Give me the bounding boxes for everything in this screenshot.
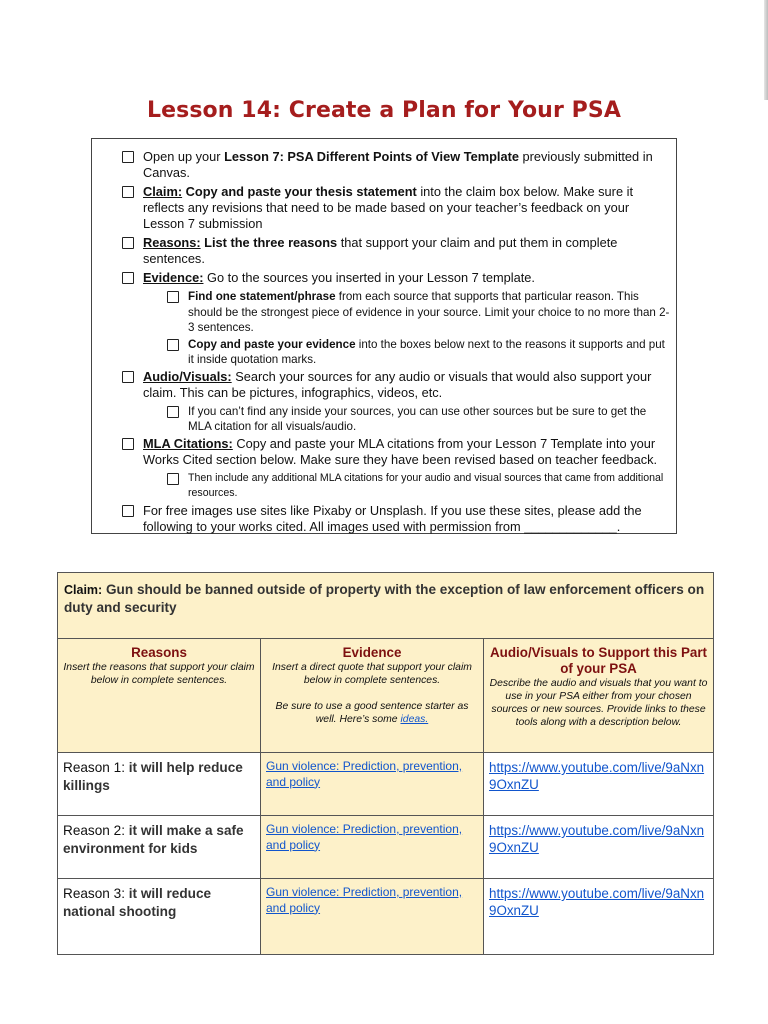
item-text: Audio/Visuals: Search your sources for any audio or visuals that would also support your claim. This can be pictures, infographics, videos, etc. [143,368,652,400]
table-row [58,879,714,955]
header-title: Audio/Visuals to Support this Part of your PSA [490,645,708,676]
evidence-cell[interactable] [261,879,484,955]
checklist-item-audio-visuals [122,369,670,401]
header-description: Describe the audio and visuals that you want to use in your PSA either from your chosen sources or new sources. Provide links to these tools along with a description below. [489,678,708,728]
evidence-link[interactable]: Gun violence: Prediction, prevention, and policy [266,885,463,915]
reason-cell[interactable]: Reason 2: it will make a safe environment for kids [58,816,261,879]
reason-cell[interactable]: Reason 1: it will help reduce killings [58,753,261,816]
checklist-subitem-additional-mla [167,471,670,502]
checkbox[interactable] [167,339,179,351]
evidence-link[interactable]: Gun violence: Prediction, prevention, and policy [266,759,463,789]
checklist-item-free-images [122,503,670,535]
item-text: Claim: Copy and paste your thesis statement into the claim box below. Make sure it reflects any revisions that need to be made based on your teacher’s feedback on your Lesson 7 submission [143,184,634,231]
av-cell[interactable] [484,816,714,879]
checkbox[interactable] [167,473,179,485]
item-text: MLA Citations: Copy and paste your MLA citations from your Lesson 7 Template into your Works Cited section below. Make sure they have been revised based on teacher feedback. [143,435,658,467]
evidence-cell[interactable] [261,753,484,816]
av-link[interactable]: https://www.youtube.com/live/9aNxn9OxnZU [489,886,705,918]
claim-text: Gun should be banned outside of property with the exception of law enforcement officers on duty and security [64,582,705,615]
claim-label: Claim: [64,583,103,597]
av-cell[interactable] [484,879,714,955]
evidence-cell[interactable] [261,816,484,879]
page-edge-shadow [764,0,768,100]
item-text: Open up your Lesson 7: PSA Different Points of View Template previously submitted in Canvas. [143,149,653,180]
checklist-item-claim [122,184,670,232]
item-text: Reasons: List the three reasons that support your claim and put them in complete sentences. [143,235,618,266]
table-row [58,816,714,879]
checkbox[interactable] [122,505,134,517]
checkbox[interactable] [122,371,134,383]
header-evidence [261,639,484,753]
checklist-subitem-copy-evidence [167,337,670,368]
item-text: Then include any additional MLA citations for your audio and visual sources that came from additional resources. [188,471,664,499]
item-text: Copy and paste your evidence into the boxes below next to the reasons it supports and put it inside quotation marks. [188,337,665,366]
instructions-checklist [91,138,677,534]
psa-plan-table [57,572,714,955]
header-title: Reasons [131,645,187,660]
checkbox[interactable] [167,406,179,418]
header-reasons [58,639,261,753]
av-link[interactable]: https://www.youtube.com/live/9aNxn9OxnZU [489,760,705,792]
checklist-item-open-template [122,149,670,181]
checklist-item-evidence [122,270,670,286]
item-text: For free images use sites like Pixaby or Unsplash. If you use these sites, please add the following to your works cited. All images used with permission from _____________. [143,502,642,534]
checkbox[interactable] [122,151,134,163]
header-description: Insert a direct quote that support your claim below in complete sentences. [272,662,472,686]
checkbox[interactable] [122,272,134,284]
evidence-link[interactable]: Gun violence: Prediction, prevention, and policy [266,822,463,852]
checklist-subitem-other-sources [167,404,670,435]
checkbox[interactable] [122,186,134,198]
item-text: If you can’t find any inside your sources, you can use other sources but be sure to get the MLA citation for all visuals/audio. [188,404,647,433]
item-text: Evidence: Go to the sources you inserted in your Lesson 7 template. [143,270,535,285]
checkbox[interactable] [122,438,134,450]
header-title: Evidence [342,645,402,660]
claim-cell[interactable] [58,573,714,639]
ideas-link[interactable]: ideas. [400,714,429,725]
checklist-item-mla-citations [122,436,670,468]
av-cell[interactable] [484,753,714,816]
reason-cell[interactable]: Reason 3: it will reduce national shooting [58,879,261,955]
checklist-subitem-find-statement [167,289,670,336]
header-audio-visuals [484,639,714,753]
checkbox[interactable] [167,291,179,303]
av-link[interactable]: https://www.youtube.com/live/9aNxn9OxnZU [489,823,705,855]
checkbox[interactable] [122,237,134,249]
table-row [58,753,714,816]
page-title: Lesson 14: Create a Plan for Your PSA [147,98,621,123]
header-description-2: Be sure to use a good sentence starter as well. Here’s some ideas. [275,701,469,725]
checklist-item-reasons [122,235,670,267]
item-text: Find one statement/phrase from each source that supports that particular reason. This should be the strongest piece of evidence in your source. Limit your choice to no more than 2-3 sentences. [188,290,670,334]
header-description: Insert the reasons that support your claim below in complete sentences. [63,662,255,686]
